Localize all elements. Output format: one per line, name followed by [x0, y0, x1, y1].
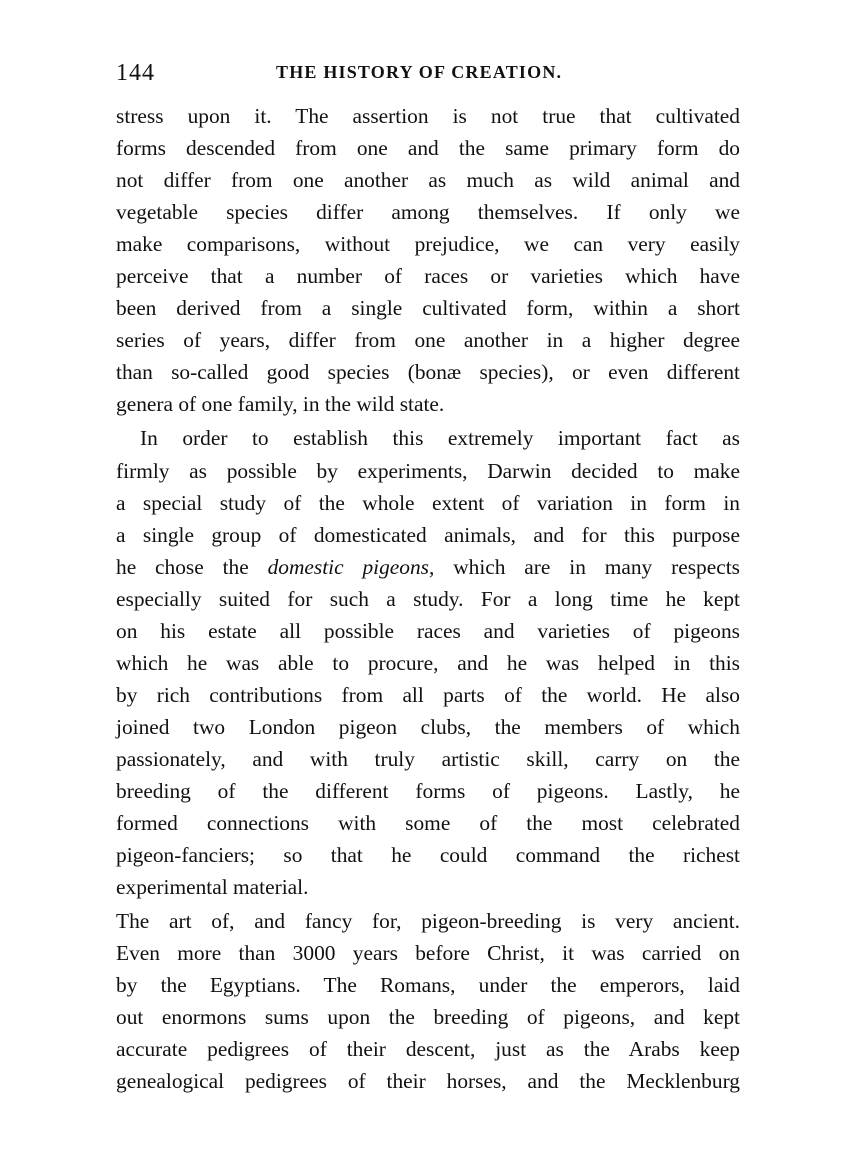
- text-line: on his estate all possible races and varieties of pigeons: [116, 618, 740, 643]
- text-line: genealogical pedigrees of their horses, and the Mecklenburg: [116, 1069, 740, 1094]
- text-line: In order to establish this extremely important fact as: [140, 426, 740, 451]
- text-line: which he was able to procure, and he was helped in this: [116, 650, 740, 675]
- text-line: series of years, differ from one another in a higher degree: [116, 328, 740, 353]
- text-line: not differ from one another as much as wild animal and: [116, 168, 740, 193]
- text-line: genera of one family, in the wild state.: [116, 392, 445, 417]
- text-line: accurate pedigrees of their descent, just as the Arabs keep: [116, 1037, 740, 1062]
- text-line: perceive that a number of races or varieties which have: [116, 264, 740, 289]
- text-line: pigeon-fanciers; so that he could command the richest: [116, 843, 740, 868]
- text-segment: he chose the: [116, 554, 249, 579]
- text-line: breeding of the different forms of pigeons. Lastly, he: [116, 778, 740, 803]
- text-line: joined two London pigeon clubs, the members of which: [116, 714, 740, 739]
- paragraph-2: [116, 422, 740, 903]
- text-line: by the Egyptians. The Romans, under the emperors, laid: [116, 973, 740, 998]
- text-line: experimental material.: [116, 875, 309, 900]
- text-line: than so-called good species (bonæ species), or even different: [116, 360, 740, 385]
- text-line: a single group of domesticated animals, and for this purpose: [116, 522, 740, 547]
- text-line: The art of, and fancy for, pigeon-breeding is very ancient.: [116, 909, 740, 934]
- text-line: a special study of the whole extent of variation in form in: [116, 490, 740, 515]
- page-number: 144: [116, 60, 155, 86]
- text-line: by rich contributions from all parts of the world. He also: [116, 682, 740, 707]
- running-title: THE HISTORY OF CREATION.: [276, 62, 563, 82]
- body-text: [116, 100, 740, 1097]
- text-line: passionately, and with truly artistic skill, carry on the: [116, 746, 740, 771]
- text-line: forms descended from one and the same primary form do: [116, 136, 740, 161]
- running-header: [116, 56, 740, 90]
- paragraph-3: [116, 905, 740, 1097]
- text-line: make comparisons, without prejudice, we can very easily: [116, 232, 740, 257]
- italic-phrase: domestic pigeons,: [267, 554, 435, 579]
- text-line: formed connections with some of the most celebrated: [116, 811, 740, 836]
- text-line: firmly as possible by experiments, Darwin decided to make: [116, 458, 740, 483]
- text-segment: which are in many respects: [453, 554, 740, 579]
- text-line: out enormons sums upon the breeding of pigeons, and kept: [116, 1005, 740, 1030]
- text-line: [116, 551, 740, 583]
- text-line: vegetable species differ among themselves. If only we: [116, 200, 740, 225]
- text-line: stress upon it. The assertion is not true that cultivated: [116, 104, 740, 128]
- text-line: Even more than 3000 years before Christ, it was carried on: [116, 941, 740, 966]
- paragraph-1: [116, 100, 740, 420]
- text-line: especially suited for such a study. For a long time he kept: [116, 586, 740, 611]
- text-line: been derived from a single cultivated form, within a short: [116, 296, 740, 321]
